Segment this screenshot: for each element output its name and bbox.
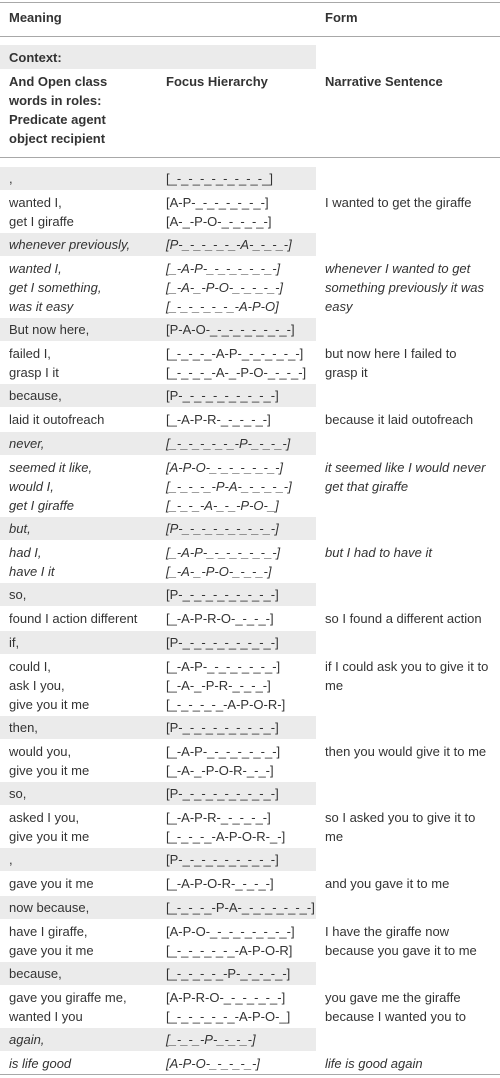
focus-hierarchy-cell: [_-_-_-_-P-A-_-_-_-_-]: [166, 479, 292, 494]
context-col3: Narrative Sentence: [325, 74, 443, 89]
meaning-cell: But now here,: [9, 322, 90, 337]
narrative-sentence-cell: so I asked you to give it to: [325, 810, 476, 825]
focus-hierarchy-cell: [_-_-_-_-A-_-P-O-_-_-_-]: [166, 365, 307, 380]
context-col1-line: object recipient: [9, 131, 106, 146]
focus-hierarchy-cell: [P-_-_-_-_-_-_-_-_-]: [166, 720, 279, 735]
narrative-sentence-cell: if I could ask you to give it to: [325, 659, 489, 674]
focus-hierarchy-cell: [_-A-P-_-_-_-_-_-_-]: [166, 659, 281, 674]
meaning-cell: gave you it me: [9, 943, 94, 958]
narrative-sentence-cell: because I wanted you to: [325, 1009, 466, 1024]
narrative-sentence-cell: but now here I failed to: [325, 346, 457, 361]
context-col2: Focus Hierarchy: [166, 74, 268, 89]
meaning-cell: could I,: [9, 659, 51, 674]
header-meaning: Meaning: [9, 10, 62, 25]
narrative-sentence-cell: because you gave it to me: [325, 943, 477, 958]
focus-hierarchy-cell: [A-P-R-O-_-_-_-_-_-]: [166, 990, 286, 1005]
narrative-sentence-cell: because it laid outofreach: [325, 412, 474, 427]
meaning-cell: have I giraffe,: [9, 924, 88, 939]
meaning-cell: asked I you,: [9, 810, 80, 825]
context-col1-line: words in roles:: [9, 93, 102, 108]
meaning-cell: get I giraffe: [9, 214, 74, 229]
narrative-sentence-cell: I have the giraffe now: [325, 924, 450, 939]
meaning-cell: get I giraffe: [9, 498, 75, 513]
meaning-cell: if,: [9, 635, 20, 650]
meaning-cell: wanted I you: [9, 1009, 83, 1024]
narrative-sentence-cell: get that giraffe: [325, 479, 409, 494]
focus-hierarchy-cell: [P-_-_-_-_-_-_-_-_-]: [166, 852, 279, 867]
header-form: Form: [325, 10, 358, 25]
meaning-cell: give you it me: [9, 763, 90, 778]
meaning-cell: would you,: [9, 744, 72, 759]
meaning-cell: ,: [9, 852, 13, 867]
focus-hierarchy-cell: [_-A-_-P-R-_-_-_-]: [166, 678, 271, 693]
focus-hierarchy-cell: [_-_-_-_-A-P-O-R-_-]: [166, 829, 286, 844]
narrative-sentence-cell: me: [325, 829, 344, 844]
focus-hierarchy-cell: [_-A-P-O-R-_-_-_-]: [166, 876, 274, 891]
focus-hierarchy-cell: [P-_-_-_-_-_-_-_-_-]: [166, 388, 279, 403]
meaning-cell: have I it: [9, 564, 55, 579]
meaning-cell: ,: [9, 171, 13, 186]
narrative-sentence-cell: I wanted to get the giraffe: [325, 195, 472, 210]
meaning-cell: had I,: [9, 545, 42, 560]
meaning-cell: would I,: [9, 479, 54, 494]
context-rule: [0, 157, 500, 158]
meaning-cell: but,: [9, 521, 31, 536]
meaning-cell: grasp I it: [9, 365, 59, 380]
narrative-sentence-cell: whenever I wanted to get: [325, 261, 471, 276]
focus-hierarchy-cell: [_-A-P-_-_-_-_-_-_-]: [166, 545, 281, 560]
narrative-sentence-cell: grasp it: [325, 365, 368, 380]
focus-hierarchy-cell: [_-A-_-P-O-R-_-_-]: [166, 763, 274, 778]
row-shade: [0, 1028, 316, 1051]
focus-hierarchy-cell: [_-A-P-_-_-_-_-_-_-]: [166, 261, 281, 276]
context-label: Context:: [9, 50, 62, 65]
focus-hierarchy-cell: [P-_-_-_-_-_-A-_-_-_-]: [166, 237, 292, 252]
focus-hierarchy-cell: [_-A-P-_-_-_-_-_-_-]: [166, 744, 281, 759]
focus-hierarchy-cell: [_-_-_-_-_-_-A-P-O-_]: [166, 1009, 291, 1024]
focus-hierarchy-cell: [_-_-_-_-_-_-P-_-_-_-]: [166, 436, 291, 451]
focus-hierarchy-cell: [_-A-P-R-O-_-_-_-]: [166, 611, 274, 626]
narrative-sentence-cell: me: [325, 678, 344, 693]
narrative-sentence-cell: then you would give it to me: [325, 744, 487, 759]
focus-hierarchy-cell: [P-_-_-_-_-_-_-_-_-]: [166, 635, 279, 650]
table-top-rule: [0, 2, 500, 3]
meaning-cell: because,: [9, 388, 62, 403]
focus-hierarchy-cell: [_-_-_-_-_-A-P-O-R-]: [166, 697, 286, 712]
focus-hierarchy-cell: [A-P-O-_-_-_-_-_-_-]: [166, 460, 284, 475]
narrative-sentence-cell: and you gave it to me: [325, 876, 450, 891]
meaning-cell: whenever previously,: [9, 237, 131, 252]
focus-hierarchy-cell: [_-_-_-_-_-_-_-_-_]: [166, 171, 273, 186]
focus-hierarchy-cell: [_-_-_-_-_-_-A-P-O-R]: [166, 943, 293, 958]
focus-hierarchy-cell: [_-_-_-_-A-P-_-_-_-_-_-]: [166, 346, 304, 361]
header-rule: [0, 36, 500, 37]
meaning-cell: is life good: [9, 1056, 72, 1071]
table-bottom-rule: [0, 1074, 500, 1075]
meaning-cell: was it easy: [9, 299, 74, 314]
focus-hierarchy-cell: [A-P-O-_-_-_-_-_-_-_-]: [166, 924, 295, 939]
meaning-cell: so,: [9, 786, 27, 801]
narrative-sentence-cell: it seemed like I would never: [325, 460, 486, 475]
context-col1-line: Predicate agent: [9, 112, 106, 127]
meaning-cell: so,: [9, 587, 27, 602]
narrative-sentence-cell: something previously it was: [325, 280, 484, 295]
focus-hierarchy-cell: [_-A-_-P-O-_-_-_-]: [166, 564, 272, 579]
meaning-cell: gave you it me: [9, 876, 94, 891]
meaning-cell: never,: [9, 436, 45, 451]
meaning-cell: laid it outofreach: [9, 412, 105, 427]
focus-hierarchy-cell: [P-A-O-_-_-_-_-_-_-_-]: [166, 322, 295, 337]
meaning-cell: wanted I,: [9, 261, 62, 276]
meaning-cell: then,: [9, 720, 38, 735]
meaning-cell: wanted I,: [9, 195, 62, 210]
focus-hierarchy-cell: [A-_-P-O-_-_-_-_-]: [166, 214, 272, 229]
meaning-cell: gave you giraffe me,: [9, 990, 127, 1005]
focus-hierarchy-cell: [A-P-O-_-_-_-_-]: [166, 1056, 260, 1071]
focus-hierarchy-cell: [_-A-P-R-_-_-_-_-]: [166, 412, 271, 427]
focus-hierarchy-cell: [_-_-_-_-P-A-_-_-_-_-_-_-]: [166, 900, 315, 915]
meaning-cell: now because,: [9, 900, 90, 915]
narrative-sentence-cell: so I found a different action: [325, 611, 482, 626]
focus-hierarchy-cell: [_-_-_-_-_-P-_-_-_-_-]: [166, 966, 291, 981]
focus-hierarchy-cell: [P-_-_-_-_-_-_-_-_-]: [166, 587, 279, 602]
meaning-cell: ask I you,: [9, 678, 65, 693]
meaning-cell: give you it me: [9, 829, 90, 844]
focus-hierarchy-cell: [_-_-_-P-_-_-_-]: [166, 1032, 256, 1047]
narrative-sentence-cell: but I had to have it: [325, 545, 432, 560]
meaning-cell: get I something,: [9, 280, 102, 295]
narrative-sentence-cell: you gave me the giraffe: [325, 990, 461, 1005]
focus-hierarchy-cell: [_-_-_-_-_-_-A-P-O]: [166, 299, 279, 314]
focus-hierarchy-cell: [_-A-_-P-O-_-_-_-_-]: [166, 280, 284, 295]
meaning-cell: seemed it like,: [9, 460, 93, 475]
focus-hierarchy-cell: [P-_-_-_-_-_-_-_-_-]: [166, 786, 279, 801]
focus-hierarchy-cell: [_-_-_-A-_-_-P-O-_]: [166, 498, 279, 513]
focus-hierarchy-cell: [A-P-_-_-_-_-_-_-]: [166, 195, 269, 210]
narrative-sentence-cell: life is good again: [325, 1056, 423, 1071]
meaning-cell: because,: [9, 966, 62, 981]
context-col1-line: And Open class: [9, 74, 108, 89]
meaning-cell: found I action different: [9, 611, 138, 626]
focus-hierarchy-cell: [P-_-_-_-_-_-_-_-_-]: [166, 521, 279, 536]
meaning-cell: failed I,: [9, 346, 51, 361]
meaning-cell: again,: [9, 1032, 45, 1047]
meaning-cell: give you it me: [9, 697, 90, 712]
narrative-sentence-cell: easy: [325, 299, 353, 314]
focus-hierarchy-cell: [_-A-P-R-_-_-_-_-]: [166, 810, 271, 825]
